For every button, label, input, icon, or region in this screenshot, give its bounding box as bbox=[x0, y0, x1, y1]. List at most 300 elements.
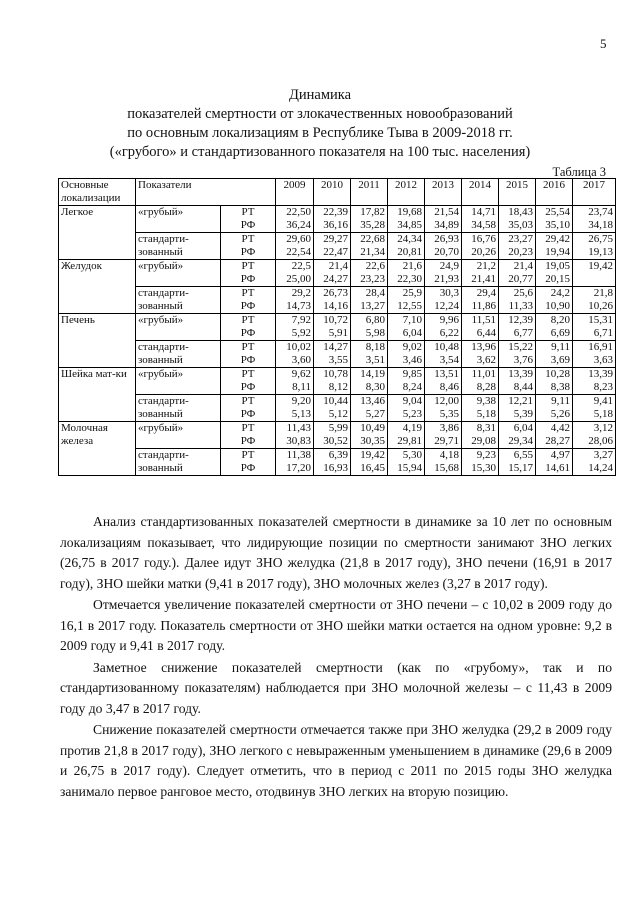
localization-cell: Молочная железа bbox=[59, 422, 136, 476]
value-cell bbox=[276, 314, 314, 341]
value-cell bbox=[573, 422, 616, 449]
paragraph: Снижение показателей смертности отмечается также при ЗНО желудка (29,2 в 2009 году против 21,8 в 2017 году), ЗНО легкого с невыраженным уменьшением в динамике (29,6 в 2009 и 26,75 в 2017 году). Следует отметить, что в период с 2011 по 2015 годы ЗНО желудка занимало первое ранговое место, отодвинув ЗНО легких на вторую позицию. bbox=[60, 722, 612, 799]
value: 6,04 bbox=[513, 422, 534, 434]
value: 3,63 bbox=[593, 354, 614, 366]
region-label: РТ bbox=[241, 287, 255, 299]
localization-cell: Печень bbox=[59, 314, 136, 368]
value-cell bbox=[536, 395, 573, 422]
value: 16,76 bbox=[471, 233, 497, 245]
value: 4,42 bbox=[550, 422, 571, 434]
value: 8,31 bbox=[476, 422, 497, 434]
value: 5,23 bbox=[402, 408, 423, 420]
page-number: 5 bbox=[600, 36, 607, 51]
value: 9,23 bbox=[476, 449, 497, 461]
value: 9,62 bbox=[291, 368, 312, 380]
value: 4,97 bbox=[550, 449, 571, 461]
value-cell bbox=[499, 341, 536, 368]
value-cell bbox=[388, 287, 425, 314]
value: 4,18 bbox=[439, 449, 460, 461]
value: 5,35 bbox=[439, 408, 460, 420]
value: 6,69 bbox=[550, 327, 571, 339]
value-cell bbox=[573, 314, 616, 341]
value-cell bbox=[573, 368, 616, 395]
value-cell bbox=[351, 341, 388, 368]
indicator-cell: стандарти-зованный bbox=[136, 287, 221, 314]
value: 19,42 bbox=[588, 260, 614, 272]
value: 5,13 bbox=[291, 408, 312, 420]
header-year: 2014 bbox=[462, 179, 499, 206]
value: 10,78 bbox=[323, 368, 349, 380]
value-cell bbox=[425, 422, 462, 449]
value: 11,01 bbox=[471, 368, 497, 380]
region-cell bbox=[221, 314, 276, 341]
region-label: РФ bbox=[240, 381, 256, 393]
value: 22,30 bbox=[397, 273, 423, 285]
value: 30,83 bbox=[286, 435, 312, 447]
header-year: 2011 bbox=[351, 179, 388, 206]
header-year: 2016 bbox=[536, 179, 573, 206]
value: 14,73 bbox=[286, 300, 312, 312]
value-cell bbox=[573, 260, 616, 287]
indicator-cell: стандарти-зованный bbox=[136, 341, 221, 368]
value-cell bbox=[276, 368, 314, 395]
value: 21,34 bbox=[360, 246, 386, 258]
value: 29,42 bbox=[545, 233, 571, 245]
table-row bbox=[59, 287, 616, 314]
value: 15,17 bbox=[508, 462, 534, 474]
mortality-table bbox=[58, 178, 616, 476]
value: 3,27 bbox=[593, 449, 614, 461]
value-cell bbox=[388, 449, 425, 476]
value: 28,27 bbox=[545, 435, 571, 447]
value: 17,20 bbox=[286, 462, 312, 474]
value: 22,68 bbox=[360, 233, 386, 245]
table-caption: Таблица 3 bbox=[552, 165, 606, 179]
region-label: РТ bbox=[241, 449, 255, 461]
value: 26,73 bbox=[323, 287, 349, 299]
value: 20,70 bbox=[434, 246, 460, 258]
indicator-cell: стандарти-зованный bbox=[136, 233, 221, 260]
value-cell bbox=[425, 260, 462, 287]
value-cell bbox=[388, 260, 425, 287]
value-cell bbox=[276, 206, 314, 233]
value: 5,27 bbox=[365, 408, 386, 420]
value: 5,18 bbox=[593, 408, 614, 420]
table-row bbox=[59, 314, 616, 341]
value: 21,6 bbox=[402, 260, 423, 272]
value: 15,30 bbox=[471, 462, 497, 474]
region-cell bbox=[221, 206, 276, 233]
region-label: РТ bbox=[241, 314, 255, 326]
value-cell bbox=[462, 206, 499, 233]
region-cell bbox=[221, 395, 276, 422]
localization-cell: Желудок bbox=[59, 260, 136, 314]
value-cell bbox=[573, 233, 616, 260]
title-line-3: по основным локализациям в Республике Тыва в 2009-2018 гг. bbox=[127, 125, 513, 141]
value-cell bbox=[462, 287, 499, 314]
table-row bbox=[59, 395, 616, 422]
value: 8,20 bbox=[550, 314, 571, 326]
value-cell bbox=[351, 260, 388, 287]
region-label: РФ bbox=[240, 219, 256, 231]
value-cell bbox=[536, 206, 573, 233]
value: 14,71 bbox=[471, 206, 497, 218]
header-row bbox=[59, 179, 616, 206]
value: 16,91 bbox=[588, 341, 614, 353]
table-row bbox=[59, 233, 616, 260]
value: 13,46 bbox=[360, 395, 386, 407]
value: 10,49 bbox=[360, 422, 386, 434]
value-cell bbox=[573, 206, 616, 233]
value: 9,11 bbox=[551, 395, 571, 407]
value: 8,11 bbox=[292, 381, 312, 393]
value: 19,94 bbox=[545, 246, 571, 258]
value: 22,39 bbox=[323, 206, 349, 218]
value-cell bbox=[462, 260, 499, 287]
indicator-cell: стандарти-зованный bbox=[136, 395, 221, 422]
body-text bbox=[60, 512, 612, 803]
value: 3,69 bbox=[550, 354, 571, 366]
value-cell bbox=[351, 314, 388, 341]
value: 9,41 bbox=[593, 395, 614, 407]
value-cell bbox=[314, 341, 351, 368]
value: 6,39 bbox=[328, 449, 349, 461]
value: 7,92 bbox=[291, 314, 312, 326]
value-cell bbox=[276, 395, 314, 422]
title-line-1: Динамика bbox=[288, 87, 352, 103]
value: 25,54 bbox=[545, 206, 571, 218]
value: 6,71 bbox=[593, 327, 614, 339]
value-cell bbox=[388, 395, 425, 422]
region-label: РТ bbox=[241, 422, 255, 434]
value: 9,11 bbox=[551, 341, 571, 353]
value-cell bbox=[351, 395, 388, 422]
value: 9,85 bbox=[402, 368, 423, 380]
value: 35,28 bbox=[360, 219, 386, 231]
value-cell bbox=[499, 314, 536, 341]
value-cell bbox=[573, 341, 616, 368]
region-label: РФ bbox=[240, 408, 256, 420]
region-label: РТ bbox=[241, 233, 255, 245]
header-year: 2017 bbox=[573, 179, 616, 206]
region-cell bbox=[221, 422, 276, 449]
value-cell bbox=[314, 260, 351, 287]
value: 29,71 bbox=[434, 435, 460, 447]
table-row bbox=[59, 341, 616, 368]
value-cell bbox=[388, 233, 425, 260]
value: 14,61 bbox=[545, 462, 571, 474]
value: 5,12 bbox=[328, 408, 349, 420]
value: 9,96 bbox=[439, 314, 460, 326]
value: 10,28 bbox=[545, 368, 571, 380]
value: 12,21 bbox=[508, 395, 534, 407]
header-indicator: Показатели bbox=[136, 179, 276, 206]
table-body bbox=[59, 206, 616, 476]
value: 8,46 bbox=[439, 381, 460, 393]
value: 34,89 bbox=[434, 219, 460, 231]
value-cell bbox=[388, 368, 425, 395]
value: 34,18 bbox=[588, 219, 614, 231]
value: 19,68 bbox=[397, 206, 423, 218]
value-cell bbox=[276, 449, 314, 476]
value: 13,27 bbox=[360, 300, 386, 312]
value: 3,62 bbox=[476, 354, 497, 366]
value-cell bbox=[314, 422, 351, 449]
region-label: РТ bbox=[241, 341, 255, 353]
value-cell bbox=[499, 449, 536, 476]
value: 17,82 bbox=[360, 206, 386, 218]
value: 28,06 bbox=[588, 435, 614, 447]
value-cell bbox=[388, 314, 425, 341]
value: 11,43 bbox=[286, 422, 312, 434]
value: 15,68 bbox=[434, 462, 460, 474]
value: 5,39 bbox=[513, 408, 534, 420]
value-cell bbox=[499, 368, 536, 395]
value: 23,74 bbox=[588, 206, 614, 218]
value: 6,55 bbox=[513, 449, 534, 461]
value-cell bbox=[276, 233, 314, 260]
value: 24,9 bbox=[439, 260, 460, 272]
value-cell bbox=[536, 260, 573, 287]
value: 10,90 bbox=[545, 300, 571, 312]
value: 10,44 bbox=[323, 395, 349, 407]
value: 29,08 bbox=[471, 435, 497, 447]
header-localization: Основные локализации bbox=[59, 179, 136, 206]
value-cell bbox=[425, 233, 462, 260]
value: 14,19 bbox=[360, 368, 386, 380]
value-cell bbox=[462, 395, 499, 422]
value: 19,42 bbox=[360, 449, 386, 461]
value: 4,19 bbox=[402, 422, 423, 434]
value: 12,39 bbox=[508, 314, 534, 326]
table-row bbox=[59, 260, 616, 287]
value: 30,35 bbox=[360, 435, 386, 447]
value: 21,8 bbox=[593, 287, 614, 299]
value-cell bbox=[276, 422, 314, 449]
value: 22,5 bbox=[291, 260, 312, 272]
value: 34,85 bbox=[397, 219, 423, 231]
value: 3,60 bbox=[291, 354, 312, 366]
value: 30,3 bbox=[439, 287, 460, 299]
value: 16,93 bbox=[323, 462, 349, 474]
value: 16,45 bbox=[360, 462, 386, 474]
value-cell bbox=[499, 260, 536, 287]
region-label: РТ bbox=[241, 368, 255, 380]
value-cell bbox=[351, 287, 388, 314]
indicator-cell: «грубый» bbox=[136, 314, 221, 341]
value-cell bbox=[314, 206, 351, 233]
value: 10,72 bbox=[323, 314, 349, 326]
value: 8,12 bbox=[328, 381, 349, 393]
value-cell bbox=[388, 206, 425, 233]
value: 15,22 bbox=[508, 341, 534, 353]
value: 8,44 bbox=[513, 381, 534, 393]
document-title bbox=[0, 86, 640, 162]
value-cell bbox=[314, 314, 351, 341]
value: 3,55 bbox=[328, 354, 349, 366]
indicator-cell: «грубый» bbox=[136, 260, 221, 287]
value: 26,93 bbox=[434, 233, 460, 245]
value: 22,50 bbox=[286, 206, 312, 218]
value: 8,38 bbox=[550, 381, 571, 393]
value-cell bbox=[314, 395, 351, 422]
indicator-cell: стандарти-зованный bbox=[136, 449, 221, 476]
value: 25,6 bbox=[513, 287, 534, 299]
value: 8,23 bbox=[593, 381, 614, 393]
value: 21,54 bbox=[434, 206, 460, 218]
value-cell bbox=[573, 287, 616, 314]
value-cell bbox=[314, 449, 351, 476]
value: 30,52 bbox=[323, 435, 349, 447]
value: 5,99 bbox=[328, 422, 349, 434]
indicator-cell: «грубый» bbox=[136, 422, 221, 449]
region-label: РФ bbox=[240, 354, 256, 366]
value: 36,24 bbox=[286, 219, 312, 231]
value-cell bbox=[536, 233, 573, 260]
value-cell bbox=[314, 368, 351, 395]
value-cell bbox=[351, 422, 388, 449]
value: 14,24 bbox=[588, 462, 614, 474]
value: 22,47 bbox=[323, 246, 349, 258]
value: 21,4 bbox=[328, 260, 349, 272]
value: 28,4 bbox=[365, 287, 386, 299]
value-cell bbox=[462, 233, 499, 260]
value: 12,55 bbox=[397, 300, 423, 312]
value: 29,27 bbox=[323, 233, 349, 245]
value: 15,31 bbox=[588, 314, 614, 326]
value: 23,27 bbox=[508, 233, 534, 245]
value: 5,18 bbox=[476, 408, 497, 420]
paragraph: Заметное снижение показателей смертности (как по «грубому», так и по стандартизованному показателям) наблюдается при ЗНО молочной железы – с 11,43 в 2009 году до 3,47 в 2017 году. bbox=[60, 659, 612, 716]
value-cell bbox=[425, 368, 462, 395]
value: 24,2 bbox=[550, 287, 571, 299]
value: 13,39 bbox=[588, 368, 614, 380]
paragraph: Отмечается увеличение показателей смертности от ЗНО печени – с 10,02 в 2009 году до 16,1 в 2017 году. Показатель смертности от ЗНО шейки матки остается на одном уровне: 9,2 в 2009 году и 9,41 в 2017 году. bbox=[60, 597, 612, 653]
region-label: РФ bbox=[240, 327, 256, 339]
value-cell bbox=[462, 422, 499, 449]
value: 25,9 bbox=[402, 287, 423, 299]
value-cell bbox=[425, 449, 462, 476]
localization-cell: Шейка мат-ки bbox=[59, 368, 136, 422]
value-cell bbox=[276, 287, 314, 314]
value: 3,54 bbox=[439, 354, 460, 366]
value-cell bbox=[351, 233, 388, 260]
value: 20,23 bbox=[508, 246, 534, 258]
region-cell bbox=[221, 260, 276, 287]
value: 20,15 bbox=[545, 273, 571, 285]
value: 9,38 bbox=[476, 395, 497, 407]
value: 21,93 bbox=[434, 273, 460, 285]
value-cell bbox=[499, 422, 536, 449]
region-cell bbox=[221, 449, 276, 476]
value-cell bbox=[462, 341, 499, 368]
value-cell bbox=[573, 449, 616, 476]
value-cell bbox=[276, 260, 314, 287]
indicator-cell: «грубый» bbox=[136, 368, 221, 395]
value-cell bbox=[425, 395, 462, 422]
value: 14,16 bbox=[323, 300, 349, 312]
value: 3,12 bbox=[593, 422, 614, 434]
value-cell bbox=[351, 449, 388, 476]
region-cell bbox=[221, 233, 276, 260]
region-cell bbox=[221, 368, 276, 395]
value: 3,51 bbox=[365, 354, 386, 366]
value: 10,26 bbox=[588, 300, 614, 312]
value: 5,92 bbox=[291, 327, 312, 339]
region-label: РТ bbox=[241, 395, 255, 407]
header-year: 2013 bbox=[425, 179, 462, 206]
value-cell bbox=[425, 206, 462, 233]
value: 13,51 bbox=[434, 368, 460, 380]
value-cell bbox=[573, 395, 616, 422]
value: 29,2 bbox=[291, 287, 312, 299]
value: 9,20 bbox=[291, 395, 312, 407]
value: 12,00 bbox=[434, 395, 460, 407]
header-year: 2015 bbox=[499, 179, 536, 206]
value: 29,81 bbox=[397, 435, 423, 447]
paragraph: Анализ стандартизованных показателей смертности в динамике за 10 лет по основным локализациям показывает, что лидирующие позиции по смертности занимают ЗНО легких (26,75 в 2017 году.). Далее идут ЗНО желудка (21,8 в 2017 году), ЗНО печени (16,91 в 2017 году), ЗНО шейки матки (9,41 в 2017 году), ЗНО молочных желез (3,27 в 2017 году). bbox=[60, 514, 612, 591]
value-cell bbox=[314, 287, 351, 314]
value: 6,22 bbox=[439, 327, 460, 339]
value: 21,2 bbox=[476, 260, 497, 272]
value: 20,77 bbox=[508, 273, 534, 285]
value: 24,27 bbox=[323, 273, 349, 285]
value-cell bbox=[536, 422, 573, 449]
value: 6,77 bbox=[513, 327, 534, 339]
value: 24,34 bbox=[397, 233, 423, 245]
value: 35,10 bbox=[545, 219, 571, 231]
value: 20,26 bbox=[471, 246, 497, 258]
region-label: РФ bbox=[240, 435, 256, 447]
header-year: 2012 bbox=[388, 179, 425, 206]
value: 21,41 bbox=[471, 273, 497, 285]
value: 8,28 bbox=[476, 381, 497, 393]
value: 8,18 bbox=[365, 341, 386, 353]
value-cell bbox=[276, 341, 314, 368]
value: 12,24 bbox=[434, 300, 460, 312]
value-cell bbox=[462, 368, 499, 395]
value: 18,43 bbox=[508, 206, 534, 218]
value-cell bbox=[462, 314, 499, 341]
value-cell bbox=[425, 314, 462, 341]
value: 14,27 bbox=[323, 341, 349, 353]
value-cell bbox=[499, 287, 536, 314]
table-row bbox=[59, 368, 616, 395]
value: 5,98 bbox=[365, 327, 386, 339]
region-label: РТ bbox=[241, 206, 255, 218]
value: 13,39 bbox=[508, 368, 534, 380]
value-cell bbox=[462, 449, 499, 476]
table-row bbox=[59, 206, 616, 233]
value: 10,48 bbox=[434, 341, 460, 353]
region-label: РФ bbox=[240, 462, 256, 474]
value: 19,13 bbox=[588, 246, 614, 258]
indicator-cell: «грубый» bbox=[136, 206, 221, 233]
value: 5,91 bbox=[328, 327, 349, 339]
value-cell bbox=[425, 287, 462, 314]
region-label: РФ bbox=[240, 246, 256, 258]
value: 11,38 bbox=[286, 449, 312, 461]
value-cell bbox=[499, 395, 536, 422]
value: 6,44 bbox=[476, 327, 497, 339]
value-cell bbox=[499, 206, 536, 233]
value-cell bbox=[536, 341, 573, 368]
value: 29,60 bbox=[286, 233, 312, 245]
value: 35,03 bbox=[508, 219, 534, 231]
value-cell bbox=[536, 314, 573, 341]
value: 6,04 bbox=[402, 327, 423, 339]
value: 11,33 bbox=[508, 300, 534, 312]
